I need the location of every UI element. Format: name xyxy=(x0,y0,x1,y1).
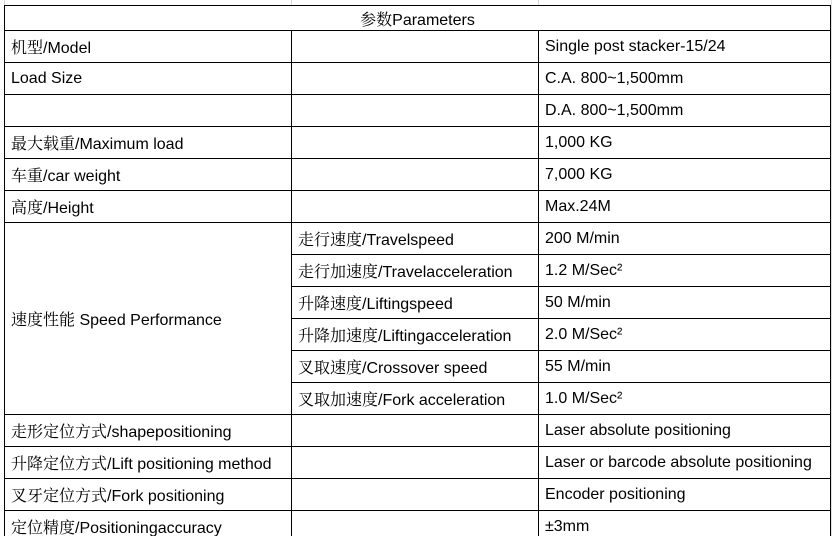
table-row xyxy=(5,31,831,63)
param-label-cell: 升降定位方式/Lift positioning method xyxy=(5,447,292,479)
table-title: 参数Parameters xyxy=(5,6,831,31)
param-middle-cell xyxy=(292,95,539,127)
param-value-cell: 55 M/min xyxy=(539,351,831,383)
table-row xyxy=(5,127,831,159)
param-value-cell: Encoder positioning xyxy=(539,479,831,511)
param-label-cell: 高度/Height xyxy=(5,191,292,223)
param-label-cell: 最大载重/Maximum load xyxy=(5,127,292,159)
param-sub-label-cell: 走行速度/Travelspeed xyxy=(292,223,539,255)
param-value-cell: ±3mm xyxy=(539,511,831,536)
gridline-stub xyxy=(831,0,832,536)
param-sub-label-cell: 升降加速度/Liftingacceleration xyxy=(292,319,539,351)
speed-group-label-cell: 速度性能 Speed Performance xyxy=(5,223,292,415)
param-value-cell: 200 M/min xyxy=(539,223,831,255)
param-middle-cell xyxy=(292,415,539,447)
param-value-cell: C.A. 800~1,500mm xyxy=(539,63,831,95)
param-middle-cell xyxy=(292,479,539,511)
param-middle-cell xyxy=(292,447,539,479)
param-label-cell: 走形定位方式/shapepositioning xyxy=(5,415,292,447)
table-row xyxy=(5,447,831,479)
param-sub-label-cell: 升降速度/Liftingspeed xyxy=(292,287,539,319)
param-value-cell: 7,000 KG xyxy=(539,159,831,191)
param-value-cell: Single post stacker-15/24 xyxy=(539,31,831,63)
parameters-table xyxy=(4,5,831,536)
table-row xyxy=(5,95,831,127)
param-value-cell: 1,000 KG xyxy=(539,127,831,159)
table-row xyxy=(5,63,831,95)
table-row xyxy=(5,191,831,223)
param-value-cell: 50 M/min xyxy=(539,287,831,319)
table-row xyxy=(5,511,831,536)
param-value-cell: Laser absolute positioning xyxy=(539,415,831,447)
param-value-cell: 1.0 M/Sec² xyxy=(539,383,831,415)
param-value-cell: D.A. 800~1,500mm xyxy=(539,95,831,127)
param-value-cell: Laser or barcode absolute positioning xyxy=(539,447,831,479)
param-label-cell: Load Size xyxy=(5,63,292,95)
param-sub-label-cell: 走行加速度/Travelacceleration xyxy=(292,255,539,287)
table-row xyxy=(5,223,831,255)
param-label-cell xyxy=(5,95,292,127)
param-label-cell: 定位精度/Positioningaccuracy xyxy=(5,511,292,536)
param-value-cell: 1.2 M/Sec² xyxy=(539,255,831,287)
param-middle-cell xyxy=(292,31,539,63)
param-label-cell: 车重/car weight xyxy=(5,159,292,191)
param-value-cell: 2.0 M/Sec² xyxy=(539,319,831,351)
param-middle-cell xyxy=(292,63,539,95)
param-label-cell: 叉牙定位方式/Fork positioning xyxy=(5,479,292,511)
param-value-cell: Max.24M xyxy=(539,191,831,223)
param-middle-cell xyxy=(292,127,539,159)
table-row xyxy=(5,415,831,447)
table-row xyxy=(5,159,831,191)
param-sub-label-cell: 叉取加速度/Fork acceleration xyxy=(292,383,539,415)
param-middle-cell xyxy=(292,191,539,223)
param-middle-cell xyxy=(292,159,539,191)
table-row xyxy=(5,6,831,31)
param-sub-label-cell: 叉取速度/Crossover speed xyxy=(292,351,539,383)
param-label-cell: 机型/Model xyxy=(5,31,292,63)
table-row xyxy=(5,479,831,511)
param-middle-cell xyxy=(292,511,539,536)
